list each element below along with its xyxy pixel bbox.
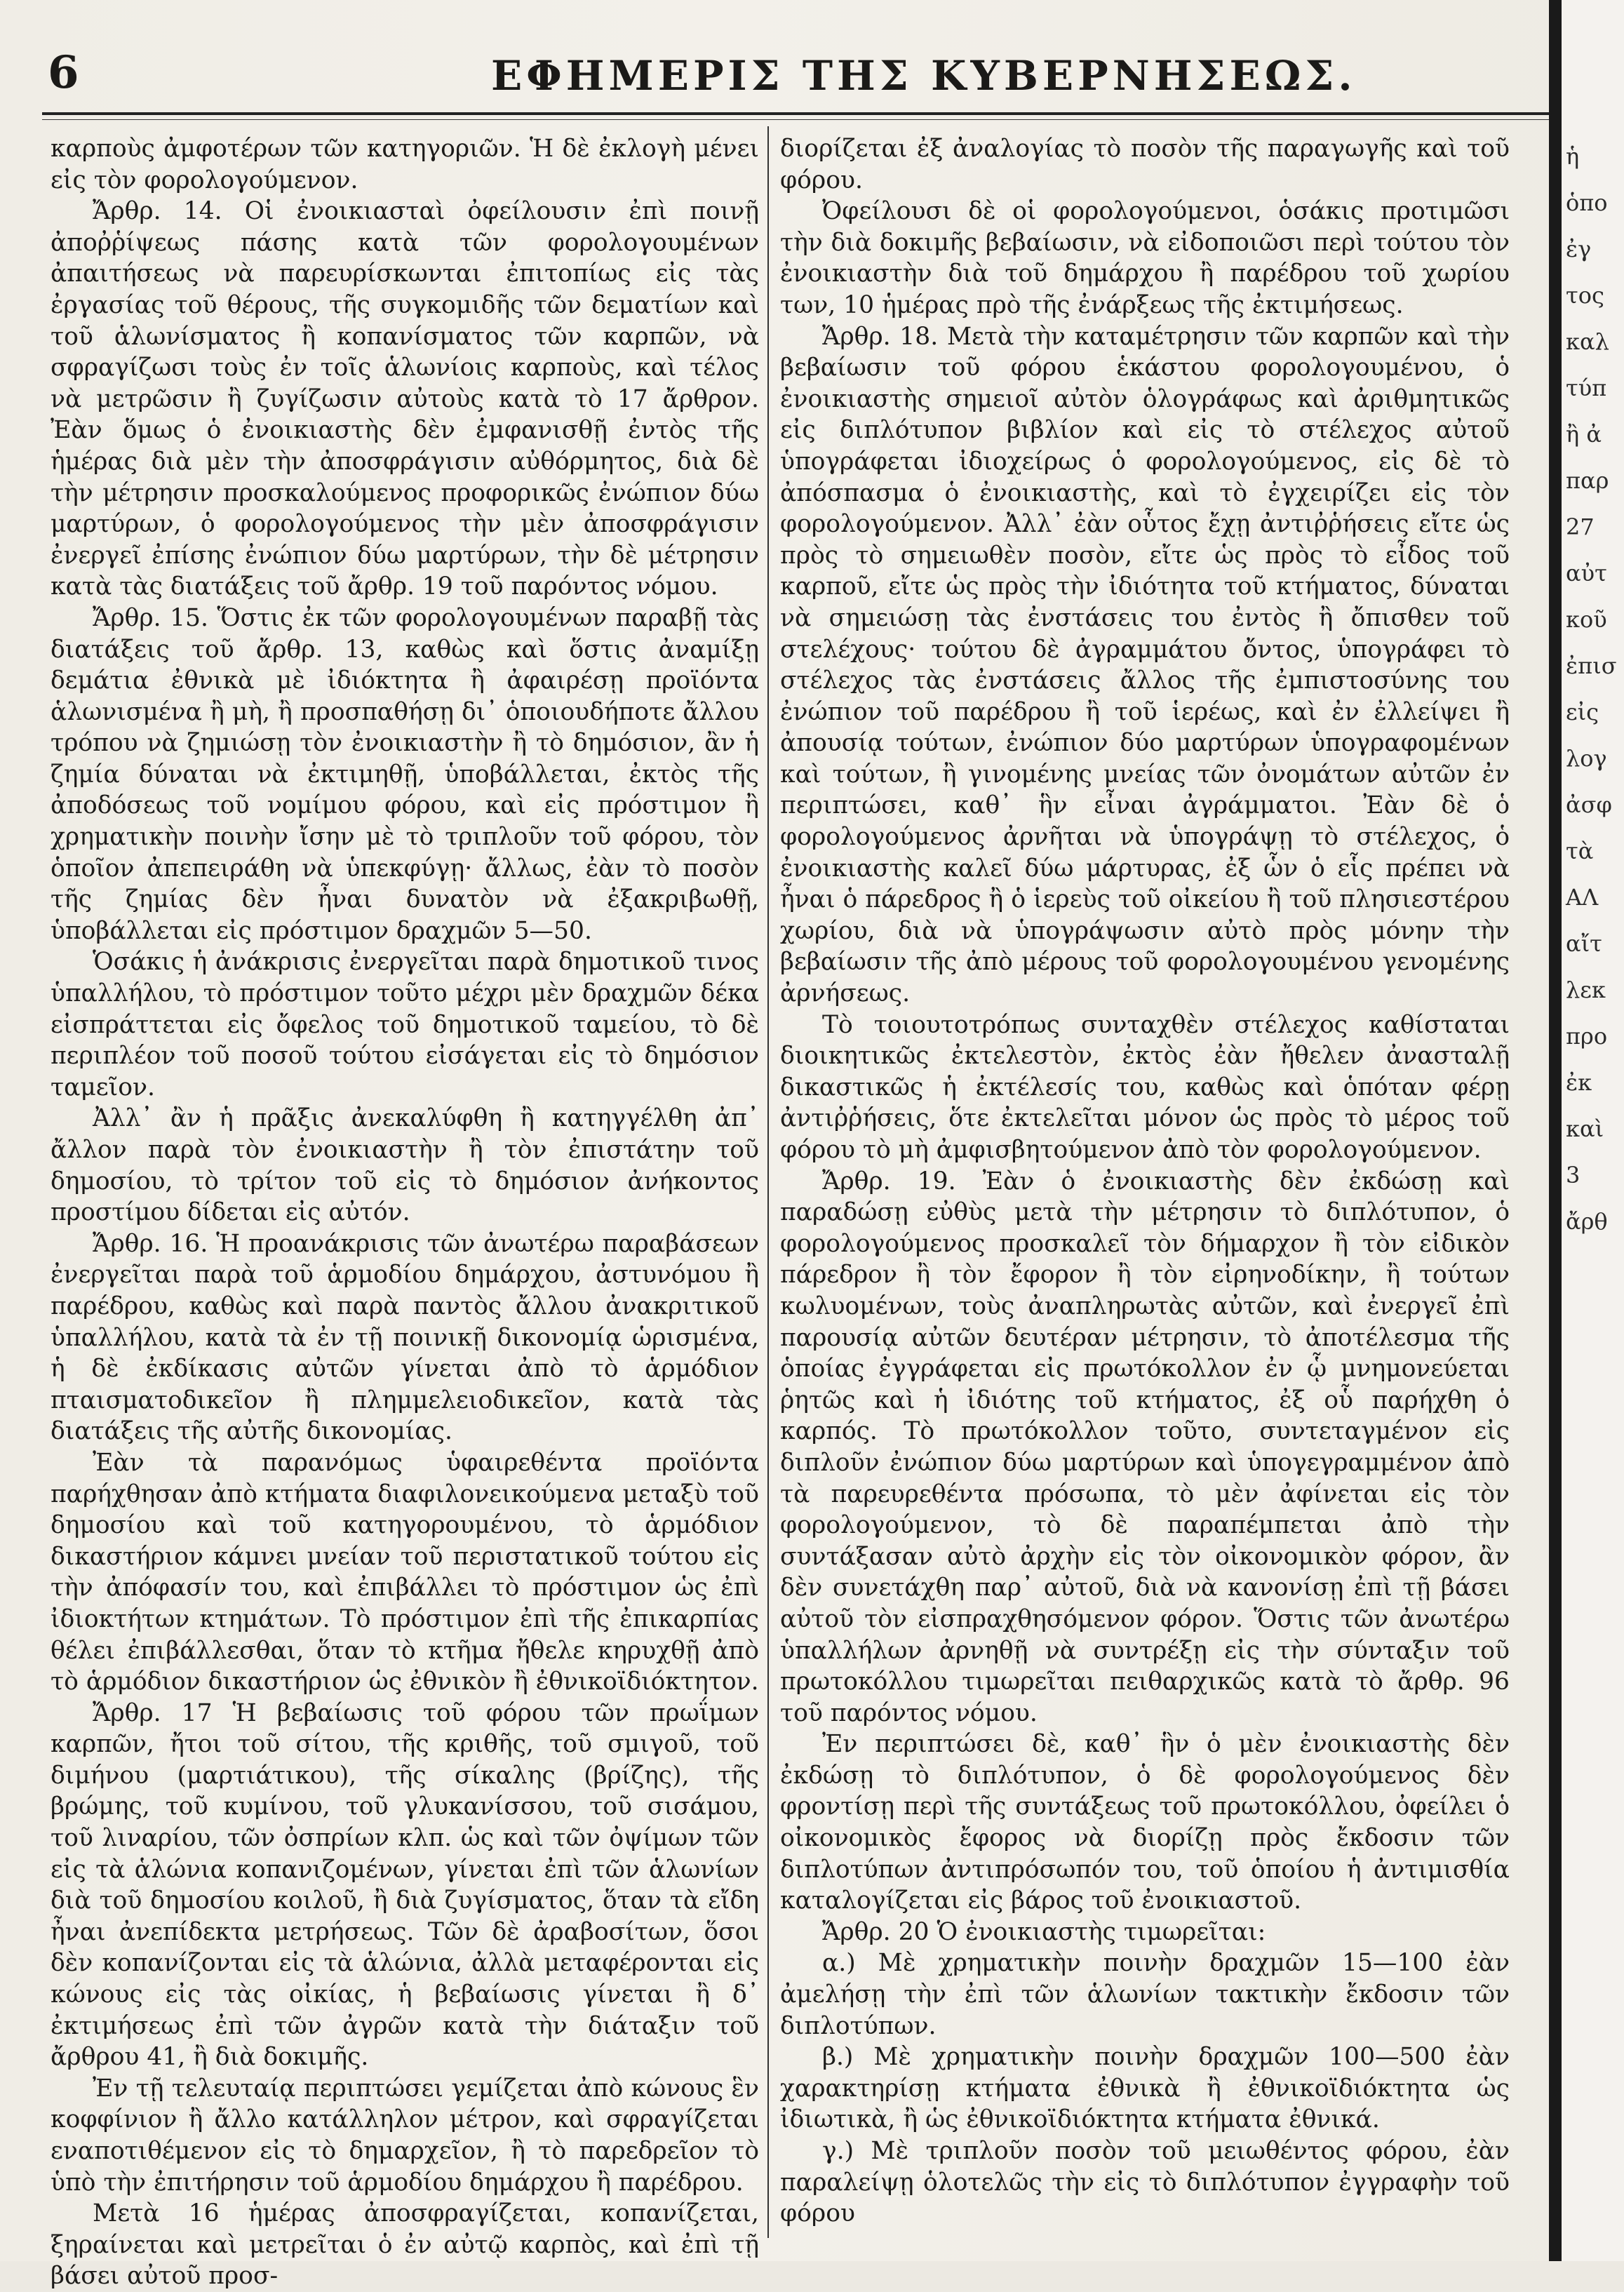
fragment: παρ bbox=[1566, 467, 1609, 494]
paragraph: Μετὰ 16 ἡμέρας ἀποσφραγίζεται, κοπανίζεται, ξηραίνεται καὶ μετρεῖται ὁ ἐν αὐτῷ καρπὸς, καὶ ἐπὶ τῇ βάσει αὐτοῦ προσ- bbox=[51, 2199, 759, 2291]
article-20: Ἄρθρ. 20 Ὁ ἐνοικιαστὴς τιμωρεῖται: bbox=[822, 1917, 1266, 1946]
fragment: ΑΛ bbox=[1566, 884, 1599, 911]
fragment: καλ bbox=[1566, 328, 1609, 355]
header-rule bbox=[42, 112, 1550, 115]
article-17: Ἄρθρ. 17 Ἡ βεβαίωσις τοῦ φόρου τῶν πρωΐμων καρπῶν, ἤτοι τοῦ σίτου, τῆς κριθῆς, τοῦ σμιγοῦ, τοῦ διμήνου (μαρτιάτικου), τῆς σίκαλης (βρίζης), τῆς βρώμης, τοῦ κυμίνου, τοῦ γλυκανίσσου, τοῦ σισάμου, τοῦ λιναρίου, τῶν ὀσπρίων κλπ. ὡς καὶ τῶν ὀψίμων τῶν εἰς τὰ ἁλώνια κοπανιζομένων, γίνεται ἐπὶ τῶν ἁλωνίων διὰ τοῦ δημοσίου κοιλοῦ, ἢ διὰ ζυγίσματος, ὅταν τὰ εἴδη ἦναι ἀνεπίδεκτα μετρήσεως. Τῶν δὲ ἀραβοσίτων, ὅσοι δὲν κοπανίζονται εἰς τὰ ἁλώνια, ἀλλὰ μεταφέρονται εἰς κώνους εἰς τὰς οἰκίας, ἡ βεβαίωσις γίνεται ἢ δ᾽ ἐκτιμήσεως ἐπὶ τῶν ἀγρῶν κατὰ τὴν διάταξιν τοῦ ἄρθρου 41, ἢ διὰ δοκιμῆς. bbox=[51, 1698, 759, 2072]
header-rule-thin bbox=[42, 119, 1550, 120]
fragment: ἀσφ bbox=[1566, 791, 1612, 818]
fragment: προ bbox=[1566, 1023, 1608, 1050]
fragment: τύπ bbox=[1566, 375, 1607, 401]
list-item: γ.) Μὲ τριπλοῦν ποσὸν τοῦ μειωθέντος φόρου, ἐὰν παραλείψῃ ὁλοτελῶς τὴν εἰς τὸ διπλότυπον ἐγγραφὴν τοῦ φόρου bbox=[780, 2137, 1510, 2228]
paragraph: Τὸ τοιουτοτρόπως συνταχθὲν στέλεχος καθίσταται διοικητικῶς ἐκτελεστὸν, ἐκτὸς ἐὰν ἤθελεν ἀνασταλῇ δικαστικῶς ἡ ἐκτέλεσίς του, καθὼς καὶ ὁπόταν φέρῃ ἀντιῤῥήσεις, ὅτε ἐκτελεῖται μόνον ὡς πρὸς τὸ μέρος τοῦ φόρου τὸ μὴ ἀμφισβητούμενον ἀπὸ τὸν φορολογούμενον. bbox=[780, 1010, 1510, 1164]
fragment: αὐτ bbox=[1566, 560, 1607, 587]
fragment: ἡ bbox=[1566, 143, 1580, 170]
page-number: 6 bbox=[48, 46, 81, 99]
fragment: εἰς bbox=[1566, 699, 1599, 725]
fragment: κοῦ bbox=[1566, 606, 1607, 633]
fragment: ἐγ bbox=[1566, 236, 1592, 262]
fragment: ἐπισ bbox=[1566, 652, 1617, 679]
fragment: λεκ bbox=[1566, 977, 1606, 1003]
column-divider bbox=[767, 126, 769, 2238]
paragraph: Ὀφείλουσι δὲ οἱ φορολογούμενοι, ὁσάκις προτιμῶσι τὴν διὰ δοκιμῆς βεβαίωσιν, νὰ εἰδοποιῶσι περὶ τούτου τὸν ἐνοικιαστὴν διὰ τοῦ δημάρχου ἢ παρέδρου τοῦ χωρίου των, 10 ἡμέρας πρὸ τῆς ἐνάρξεως τῆς ἐκτιμήσεως. bbox=[780, 197, 1510, 319]
fragment: αἴτ bbox=[1566, 930, 1602, 957]
article-18: Ἄρθρ. 18. Μετὰ τὴν καταμέτρησιν τῶν καρπῶν καὶ τὴν βεβαίωσιν τοῦ φόρου ἑκάστου φορολογουμένου, ὁ ἐνοικιαστὴς σημειοῖ αὐτὸν ὁλογράφως καὶ ἀριθμητικῶς εἰς διπλότυπον βιβλίον καὶ εἰς τὸ στέλεχος αὐτοῦ ὑπογράφεται ἰδιοχείρως ὁ φορολογούμενος, εἰς δὲ τὸ ἀπόσπασμα ὁ ἐνοικιαστὴς, καὶ τὸ ἐγχειρίζει εἰς τὸν φορολογούμενον. Ἀλλ᾽ ἐὰν οὗτος ἔχῃ ἀντιῤῥήσεις εἴτε ὡς πρὸς τὸ σημειωθὲν ποσὸν, εἴτε ὡς πρὸς τὸ εἶδος τοῦ καρποῦ, εἴτε ὡς πρὸς τὴν ἰδιότητα τοῦ κτήματος, δύναται νὰ σημειώσῃ τὰς ἐνστάσεις του ἐντὸς ἢ ὄπισθεν τοῦ στελέχους· τούτου δὲ ἀγραμμάτου ὄντος, ὑπογράφει τὸ στέλεχος τὰς ἐνστάσεις ἄλλος τῆς ἐμπιστοσύνης του ἐνώπιον τοῦ παρέδρου ἢ τοῦ ἱερέως, καὶ ἐν ἐλλείψει ἢ ἀπουσίᾳ τούτων, ἐνώπιον δύο μαρτύρων ὑπογραφομένων καὶ τούτων, ἢ γινομένης μνείας τῶν ὀνομάτων αὐτῶν ἐν περιπτώσει, καθ᾽ ἣν εἶναι ἀγράμματοι. Ἐὰν δὲ ὁ φορολογούμενος ἀρνῆται νὰ ὑπογράψῃ τὸ στέλεχος, ὁ ἐνοικιαστὴς καλεῖ δύω μάρτυρας, ἐξ ὧν ὁ εἷς πρέπει νὰ ἦναι ὁ πάρεδρος ἢ ὁ ἱερεὺς τοῦ οἰκείου ἢ τοῦ πλησιεστέρου χωρίου, διὰ νὰ ὑπογράψωσιν αὐτὸ πρὸς μόνην τὴν βεβαίωσιν τῆς ἀπὸ μέρους τοῦ φορολογουμένου γενομένης ἀρνήσεως. bbox=[780, 322, 1510, 1008]
adjacent-page-text bbox=[1566, 133, 1622, 2168]
paragraph: Ἐν τῇ τελευταίᾳ περιπτώσει γεμίζεται ἀπὸ κώνους ἓν κοφφίνιον ἢ ἄλλο κατάλληλον μέτρον, καὶ σφραγίζεται εναποτιθέμενον εἰς τὸ δημαρχεῖον, ἢ τὸ παρεδρεῖον τὸ ὑπὸ τὴν ἐπιτήρησιν τοῦ ἁρμοδίου δημάρχου ἢ παρέδρου. bbox=[51, 2074, 759, 2197]
list-item: α.) Μὲ χρηματικὴν ποινὴν δραχμῶν 15—100 ἐὰν ἀμελήσῃ τὴν ἐπὶ τῶν ἁλωνίων τακτικὴν ἔκδοσιν τῶν διπλοτύπων. bbox=[780, 1949, 1510, 2040]
fragment: τος bbox=[1566, 282, 1604, 309]
paragraph: Ἀλλ᾽ ἂν ἡ πρᾶξις ἀνεκαλύφθη ἢ κατηγγέλθη ἀπ᾽ ἄλλον παρὰ τὸν ἐνοικιαστὴν ἢ τὸν ἐπιστάτην τοῦ δημοσίου, τὸ τρίτον τοῦ εἰς τὸ δημόσιον ἀνήκοντος προστίμου δίδεται εἰς αὐτόν. bbox=[51, 1104, 759, 1227]
fragment: τὰ bbox=[1566, 838, 1594, 864]
article-15: Ἄρθρ. 15. Ὅστις ἐκ τῶν φορολογουμένων παραβῇ τὰς διατάξεις τοῦ ἄρθρ. 13, καθὼς καὶ ὅστις ἀναμίξῃ δεμάτια ἐθνικὰ μὲ ἰδιόκτητα ἢ ἀφαιρέσῃ προϊόντα ἁλωνισμένα ἢ μὴ, ἢ προσπαθήσῃ δι᾽ ὁποιουδήποτε ἄλλου τρόπου νὰ ζημιώσῃ τὸν ἐνοικιαστὴν ἢ τὸ δημόσιον, ἂν ἡ ζημία δύναται νὰ ἐκτιμηθῇ, ὑποβάλλεται, ἐκτὸς τῆς ἀποδόσεως τοῦ νομίμου φόρου, καὶ εἰς πρόστιμον ἢ χρηματικὴν ποινὴν ἴσην μὲ τὸ τριπλοῦν τοῦ φόρου, τὸν ὁποῖον ἀπεπειράθη νὰ ὑπεκφύγῃ· ἄλλως, ἐὰν τὸ ποσὸν τῆς ζημίας δὲν ἦναι δυνατὸν νὰ ἐξακριβωθῇ, ὑποβάλλεται εἰς πρόστιμον δραχμῶν 5—50. bbox=[51, 603, 759, 945]
left-column bbox=[51, 133, 759, 2291]
paragraph: Ὁσάκις ἡ ἀνάκρισις ἐνεργεῖται παρὰ δημοτικοῦ τινος ὑπαλλήλου, τὸ πρόστιμον τοῦτο μέχρι μὲν δραχμῶν δέκα εἰσπράττεται εἰς ὄφελος τοῦ δημοτικοῦ ταμείου, τὸ δὲ περιπλέον τοῦ ποσοῦ τούτου εἰσάγεται εἰς τὸ δημόσιον ταμεῖον. bbox=[51, 948, 759, 1101]
fragment: 3 bbox=[1566, 1162, 1581, 1188]
fragment: ἐκ bbox=[1566, 1069, 1592, 1096]
fragment: ἄρθ bbox=[1566, 1208, 1608, 1235]
fragment: ὁπο bbox=[1566, 189, 1608, 216]
book-gutter bbox=[1549, 0, 1562, 2261]
list-item: β.) Μὲ χρηματικὴν ποινὴν δραχμῶν 100—500 ἐὰν χαρακτηρίσῃ κτήματα ἐθνικὰ ἢ ἐθνικοϊδιόκτητα ὡς ἰδιωτικὰ, ἢ ὡς ἐθνικοϊδιόκτητα κτήματα ἐθνικά. bbox=[780, 2043, 1510, 2134]
fragment: καὶ bbox=[1566, 1115, 1604, 1142]
page-header bbox=[42, 34, 1550, 111]
running-title: ΕΦΗΜΕΡΙΣ ΤΗΣ ΚΥΒΕΡΝΗΣΕΩΣ. bbox=[491, 52, 1357, 100]
fragment: 27 bbox=[1566, 514, 1595, 540]
paragraph: Ἐὰν τὰ παρανόμως ὑφαιρεθέντα προϊόντα παρήχθησαν ἀπὸ κτήματα διαφιλονεικούμενα μεταξὺ τοῦ δημοσίου καὶ τοῦ κατηγορουμένου, τὸ ἁρμόδιον δικαστήριον κάμνει μνείαν τοῦ περιστατικοῦ τούτου εἰς τὴν ἀπόφασίν του, καὶ ἐπιβάλλει τὸ πρόστιμον ὡς ἐπὶ ἰδιοκτήτων κτημάτων. Τὸ πρόστιμον ἐπὶ τῆς ἐπικαρπίας θέλει ἐπιβάλλεσθαι, ὅταν τὸ κτῆμα ἤθελε κηρυχθῇ ἀπὸ τὸ ἁρμόδιον δικαστήριον ὡς ἐθνικὸν ἢ ἐθνικοϊδιόκτητον. bbox=[51, 1448, 759, 1696]
article-16: Ἄρθρ. 16. Ἡ προανάκρισις τῶν ἀνωτέρω παραβάσεων ἐνεργεῖται παρὰ τοῦ ἁρμοδίου δημάρχου, ἀστυνόμου ἢ παρέδρου, καθὼς καὶ παρὰ παντὸς ἄλλου ἀνακριτικοῦ ὑπαλλήλου, κατὰ τὰ ἐν τῇ ποινικῇ δικονομίᾳ ὡρισμένα, ἡ δὲ ἐκδίκασις αὐτῶν γίνεται ἀπὸ τὸ ἁρμόδιον πταισματοδικεῖον ἢ πλημμελειοδικεῖον, κατὰ τὰς διατάξεις τῆς αὐτῆς δικονομίας. bbox=[51, 1229, 759, 1446]
fragment: ἢ ἀ bbox=[1566, 421, 1602, 448]
right-column bbox=[780, 133, 1510, 2231]
article-14: Ἄρθρ. 14. Οἱ ἐνοικιασταὶ ὀφείλουσιν ἐπὶ ποινῇ ἀποῤῥίψεως πάσης κατὰ τῶν φορολογουμένων ἀπαιτήσεως νὰ παρευρίσκωνται ἐπιτοπίως εἰς τὰς ἐργασίας τοῦ θέρους, τῆς συγκομιδῆς τῶν δεματίων καὶ τοῦ ἁλωνίσματος ἢ κοπανίσματος τῶν καρπῶν, νὰ σφραγίζωσι τοὺς ἐν τοῖς ἁλωνίοις καρποὺς, καὶ τέλος νὰ μετρῶσιν ἢ ζυγίζωσιν αὐτοὺς κατὰ τὸ 17 ἄρθρον. Ἐὰν ὅμως ὁ ἐνοικιαστὴς δὲν ἐμφανισθῇ ἐντὸς τῆς ἡμέρας διὰ μὲν τὴν ἀποσφράγισιν αὐθόρμητος, διὰ δὲ τὴν μέτρησιν προσκαλούμενος προφορικῶς ἐνώπιον δύω μαρτύρων, ὁ φορολογούμενος τὴν μὲν ἀποσφράγισιν ἐνεργεῖ ἐπίσης ἐνώπιον δύω μαρτύρων, τὴν δὲ μέτρησιν κατὰ τὰς διατάξεις τοῦ ἄρθρ. 19 τοῦ παρόντος νόμου. bbox=[51, 197, 759, 601]
fragment: λογ bbox=[1566, 745, 1607, 772]
paragraph: διορίζεται ἐξ ἀναλογίας τὸ ποσὸν τῆς παραγωγῆς καὶ τοῦ φόρου. bbox=[780, 135, 1510, 194]
paragraph: καρποὺς ἀμφοτέρων τῶν κατηγοριῶν. Ἡ δὲ ἐκλογὴ μένει εἰς τὸν φορολογούμενον. bbox=[51, 135, 759, 194]
article-19: Ἄρθρ. 19. Ἐὰν ὁ ἐνοικιαστὴς δὲν ἐκδώσῃ καὶ παραδώσῃ εὐθὺς μετὰ τὴν μέτρησιν τὸ διπλότυπον, ὁ φορολογούμενος προσκαλεῖ τὸν δήμαρχον ἢ τὸν εἰδικὸν πάρεδρον ἢ τὸν ἔφορον ἢ τὸν εἰρηνοδίκην, ἢ τούτων κωλυομένων, τοὺς ἀναπληρωτὰς αὐτῶν, καὶ ἐνεργεῖ ἐπὶ παρουσίᾳ αὐτῶν δευτέραν μέτρησιν, τὸ ἀποτέλεσμα τῆς ὁποίας ἐγγράφεται εἰς πρωτόκολλον ἐν ᾧ μνημονεύεται ῥητῶς καὶ ἡ ἰδιότης τοῦ κτήματος, ἐξ οὗ παρήχθη ὁ καρπός. Τὸ πρωτόκολλον τοῦτο, συντεταγμένον εἰς διπλοῦν ἐνώπιον δύω μαρτύρων καὶ ὑπογεγραμμένον ἀπὸ τὰ παρευρεθέντα πρόσωπα, τὸ μὲν ἀφίνεται εἰς τὸν φορολογούμενον, τὸ δὲ παραπέμπεται ἀπὸ τὴν συντάξασαν αὐτὸ ἀρχὴν εἰς τὸν οἰκονομικὸν φόρον, ἂν δὲν συνετάχθη παρ᾽ αὐτοῦ, διὰ νὰ κανονίσῃ ἐπὶ τῇ βάσει αὐτοῦ τὸν εἰσπραχθησόμενον φόρον. Ὅστις τῶν ἀνωτέρω ὑπαλλήλων ἀρνηθῇ νὰ συντρέξῃ εἰς τὴν σύνταξιν τοῦ πρωτοκόλλου τιμωρεῖται πειθαρχικῶς κατὰ τὸ ἄρθρ. 96 τοῦ παρόντος νόμου. bbox=[780, 1167, 1510, 1727]
paragraph: Ἐν περιπτώσει δὲ, καθ᾽ ἣν ὁ μὲν ἐνοικιαστὴς δὲν ἐκδώσῃ τὸ διπλότυπον, ὁ δὲ φορολογούμενος δὲν φροντίσῃ περὶ τῆς συντάξεως τοῦ πρωτοκόλλου, ὀφείλει ὁ οἰκονομικὸς ἔφορος νὰ διορίζῃ πρὸς ἔκδοσιν τῶν διπλοτύπων ἀντιπρόσωπόν του, τοῦ ὁποίου ἡ ἀντιμισθία καταλογίζεται εἰς βάρος τοῦ ἐνοικιαστοῦ. bbox=[780, 1730, 1510, 1915]
